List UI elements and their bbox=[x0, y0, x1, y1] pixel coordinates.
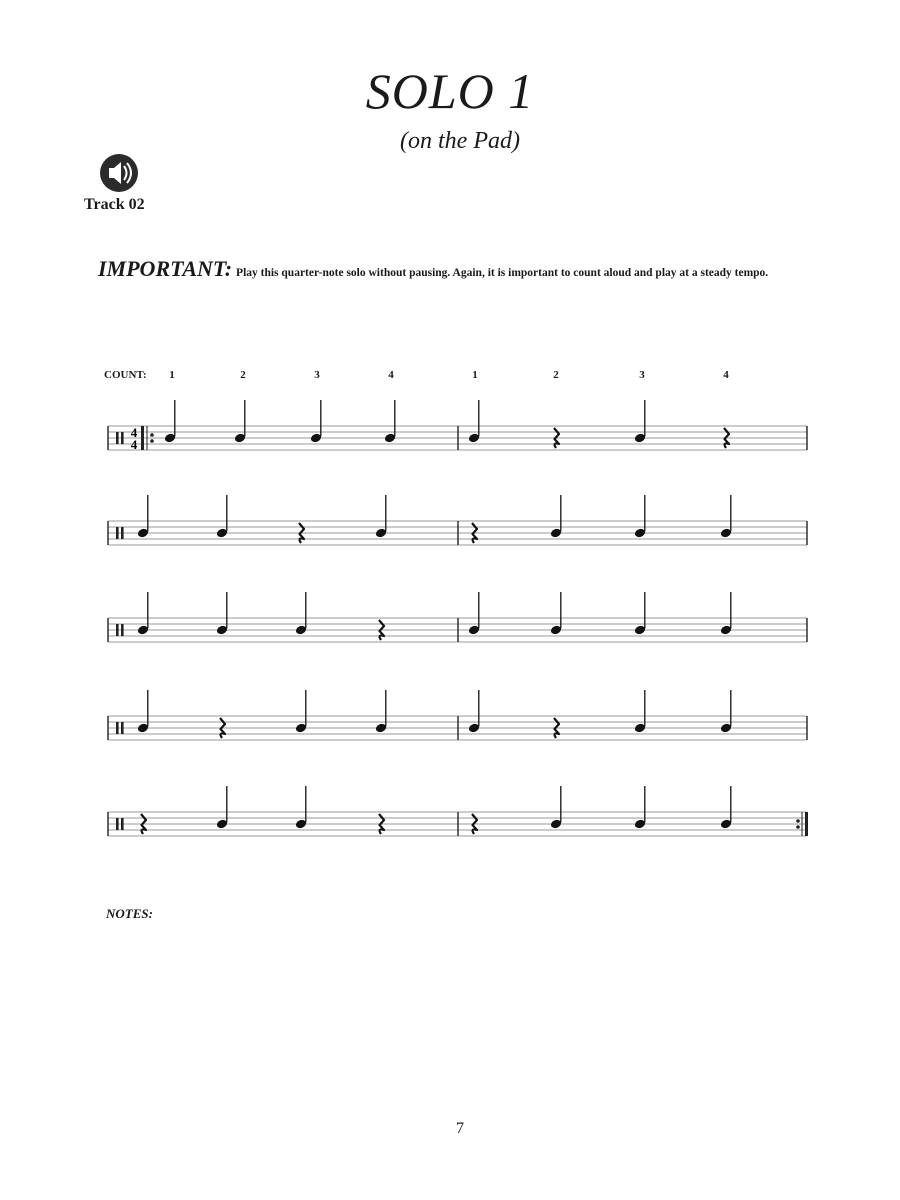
quarter-note bbox=[550, 786, 563, 830]
quarter-note bbox=[634, 690, 647, 734]
time-signature-bottom: 4 bbox=[130, 437, 138, 452]
count-beat-3: 3 bbox=[314, 369, 320, 381]
quarter-note bbox=[295, 592, 308, 636]
page-number: 7 bbox=[456, 1120, 464, 1137]
percussion-clef bbox=[121, 818, 124, 830]
count-beat-5: 1 bbox=[472, 369, 478, 381]
notes-label: NOTES: bbox=[106, 906, 153, 921]
count-label: COUNT: bbox=[104, 369, 147, 381]
quarter-note bbox=[295, 690, 308, 734]
count-beat-2: 2 bbox=[240, 369, 246, 381]
quarter-note bbox=[375, 690, 388, 734]
time-signature-top: 4 bbox=[130, 425, 138, 440]
repeat-dot bbox=[150, 433, 154, 437]
repeat-end bbox=[805, 812, 808, 836]
quarter-note bbox=[468, 400, 481, 444]
repeat-dot bbox=[796, 819, 800, 823]
quarter-note bbox=[216, 495, 229, 539]
quarter-note bbox=[550, 495, 563, 539]
staff-system-5 bbox=[108, 786, 808, 836]
count-beat-1: 1 bbox=[169, 369, 175, 381]
repeat-start bbox=[141, 426, 144, 450]
quarter-note bbox=[634, 495, 647, 539]
count-beat-4: 4 bbox=[388, 369, 394, 381]
quarter-note bbox=[634, 786, 647, 830]
percussion-clef bbox=[116, 624, 119, 636]
quarter-note bbox=[137, 592, 150, 636]
count-beat-6: 2 bbox=[553, 369, 559, 381]
percussion-clef bbox=[121, 527, 124, 539]
percussion-clef bbox=[121, 722, 124, 734]
quarter-note bbox=[295, 786, 308, 830]
staff-system-4 bbox=[108, 690, 807, 740]
staff-system-3 bbox=[108, 592, 807, 642]
quarter-note bbox=[720, 690, 733, 734]
track-label: Track 02 bbox=[84, 196, 145, 213]
quarter-note bbox=[634, 592, 647, 636]
percussion-clef bbox=[116, 527, 119, 539]
quarter-note bbox=[720, 495, 733, 539]
quarter-note bbox=[137, 495, 150, 539]
quarter-note bbox=[384, 400, 397, 444]
quarter-note bbox=[720, 592, 733, 636]
percussion-clef bbox=[121, 432, 124, 444]
count-beat-7: 3 bbox=[639, 369, 645, 381]
percussion-clef bbox=[116, 722, 119, 734]
quarter-note bbox=[634, 400, 647, 444]
important-text: Play this quarter-note solo without pausing. Again, it is important to count aloud and play at a steady tempo. bbox=[236, 267, 769, 279]
repeat-dot bbox=[796, 825, 800, 829]
page-subtitle: (on the Pad) bbox=[400, 128, 520, 154]
quarter-note bbox=[216, 592, 229, 636]
quarter-note bbox=[468, 690, 481, 734]
quarter-note bbox=[468, 592, 481, 636]
quarter-note bbox=[234, 400, 247, 444]
repeat-dot bbox=[150, 439, 154, 443]
quarter-note bbox=[375, 495, 388, 539]
quarter-note bbox=[550, 592, 563, 636]
count-beat-8: 4 bbox=[723, 369, 729, 381]
percussion-clef bbox=[116, 432, 119, 444]
staff-system-1 bbox=[108, 400, 807, 452]
quarter-note bbox=[310, 400, 323, 444]
staff-system-2 bbox=[108, 495, 807, 545]
important-heading: IMPORTANT: bbox=[98, 256, 233, 281]
page-title: SOLO 1 bbox=[365, 63, 535, 119]
quarter-note bbox=[720, 786, 733, 830]
percussion-clef bbox=[116, 818, 119, 830]
quarter-note bbox=[137, 690, 150, 734]
quarter-note bbox=[216, 786, 229, 830]
quarter-note bbox=[164, 400, 177, 444]
percussion-clef bbox=[121, 624, 124, 636]
